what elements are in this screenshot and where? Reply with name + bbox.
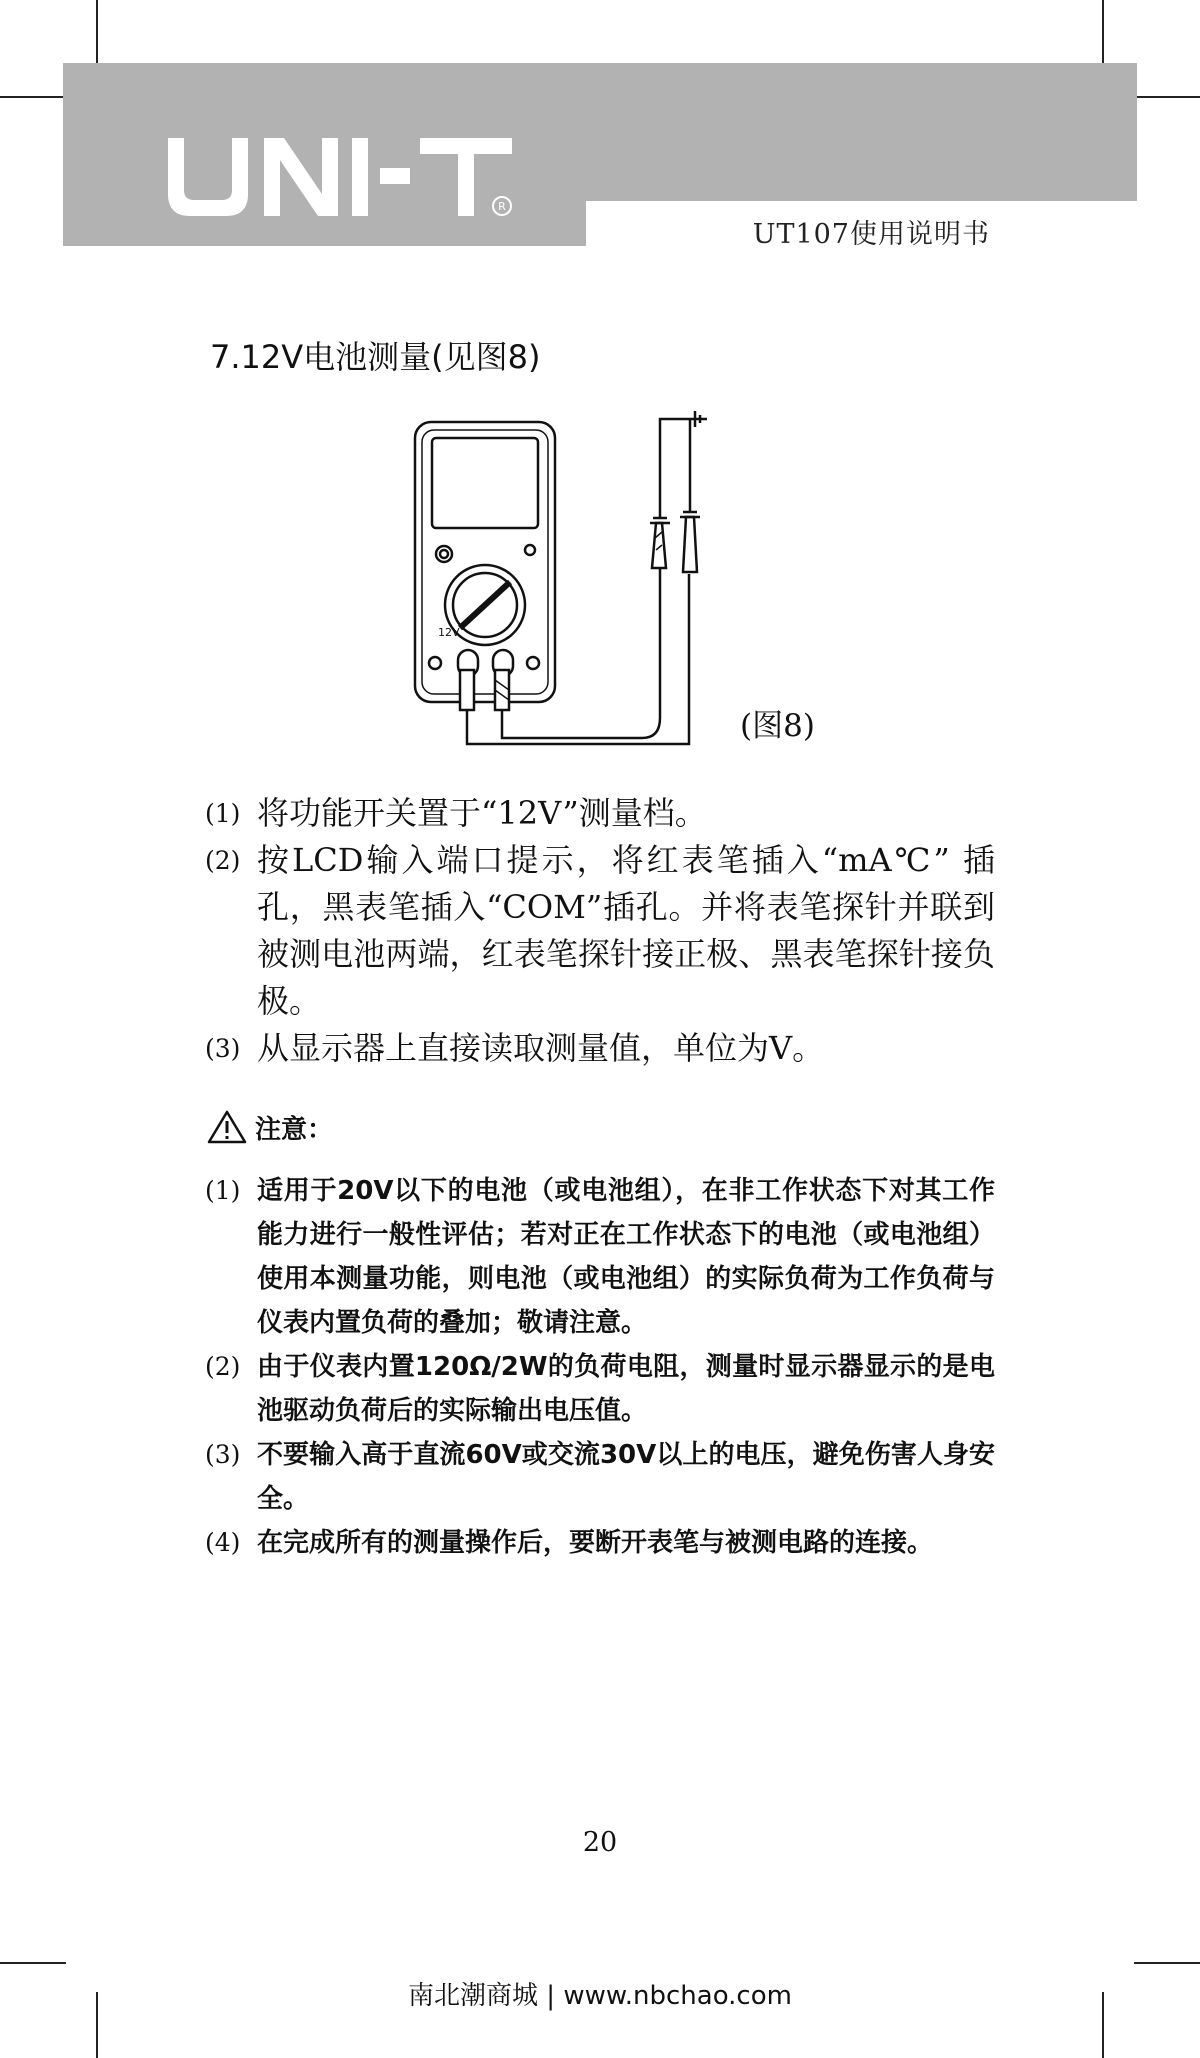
figure-caption: (图8) bbox=[740, 708, 815, 744]
notice-section bbox=[205, 1107, 995, 1565]
notice-number: (2) bbox=[205, 1352, 241, 1381]
unit-logo-graphic bbox=[168, 138, 528, 218]
step-text: 将功能开关置于“12V”测量档。 bbox=[257, 794, 707, 832]
figure-multimeter-diagram bbox=[400, 400, 730, 760]
notice-text: 不要输入高于直流60V或交流30V以上的电压，避免伤害人身安全。 bbox=[257, 1440, 995, 1514]
notice-label: 注意： bbox=[255, 1114, 334, 1145]
crop-mark bbox=[96, 0, 98, 66]
step-item bbox=[205, 1025, 995, 1072]
notice-number: (3) bbox=[205, 1440, 241, 1469]
step-text: 从显示器上直接读取测量值，单位为V。 bbox=[257, 1029, 825, 1067]
step-number: (2) bbox=[205, 846, 241, 875]
warning-icon bbox=[207, 1110, 247, 1144]
crop-mark bbox=[1102, 0, 1104, 66]
step-item bbox=[205, 790, 995, 837]
notice-text: 适用于20V以下的电池（或电池组），在非工作状态下对其工作能力进行一般性评估；若对正在工作状态下的电池（或电池组）使用本测量功能，则电池（或电池组）的实际负荷为工作负荷与仪表内置负荷的叠加；敬请注意。 bbox=[257, 1176, 995, 1338]
step-item bbox=[205, 837, 995, 1025]
notice-item bbox=[205, 1433, 995, 1521]
crop-mark bbox=[1134, 1962, 1200, 1964]
step-text: 按LCD输入端口提示，将红表笔插入“mA℃” 插孔，黑表笔插入“COM”插孔。并将表笔探针并联到被测电池两端，红表笔探针接正极、黑表笔探针接负极。 bbox=[257, 841, 995, 1020]
notice-heading bbox=[205, 1107, 995, 1147]
notice-number: (4) bbox=[205, 1528, 241, 1557]
notice-text: 在完成所有的测量操作后，要断开表笔与被测电路的连接。 bbox=[257, 1528, 934, 1558]
notice-item bbox=[205, 1521, 995, 1565]
dial-label: 12V bbox=[438, 626, 460, 639]
step-number: (1) bbox=[205, 799, 241, 828]
notice-number: (1) bbox=[205, 1176, 241, 1205]
steps-list bbox=[205, 790, 995, 1072]
notice-text: 由于仪表内置120Ω/2W的负荷电阻，测量时显示器显示的是电池驱动负荷后的实际输出电压值。 bbox=[257, 1352, 995, 1426]
step-number: (3) bbox=[205, 1034, 241, 1063]
crop-mark bbox=[0, 96, 66, 98]
multimeter-illustration bbox=[400, 400, 730, 760]
page-number: 20 bbox=[582, 1827, 618, 1858]
crop-mark bbox=[0, 1962, 66, 1964]
manual-title: UT107使用说明书 bbox=[752, 219, 990, 250]
notice-item bbox=[205, 1169, 995, 1345]
brand-logo bbox=[168, 138, 528, 218]
crop-mark bbox=[1134, 96, 1200, 98]
notice-item bbox=[205, 1345, 995, 1433]
svg-text:R: R bbox=[498, 200, 506, 213]
section-title: 7.12V电池测量(见图8) bbox=[210, 338, 541, 376]
footer-watermark: 南北潮商城 | www.nbchao.com bbox=[408, 1981, 792, 2011]
